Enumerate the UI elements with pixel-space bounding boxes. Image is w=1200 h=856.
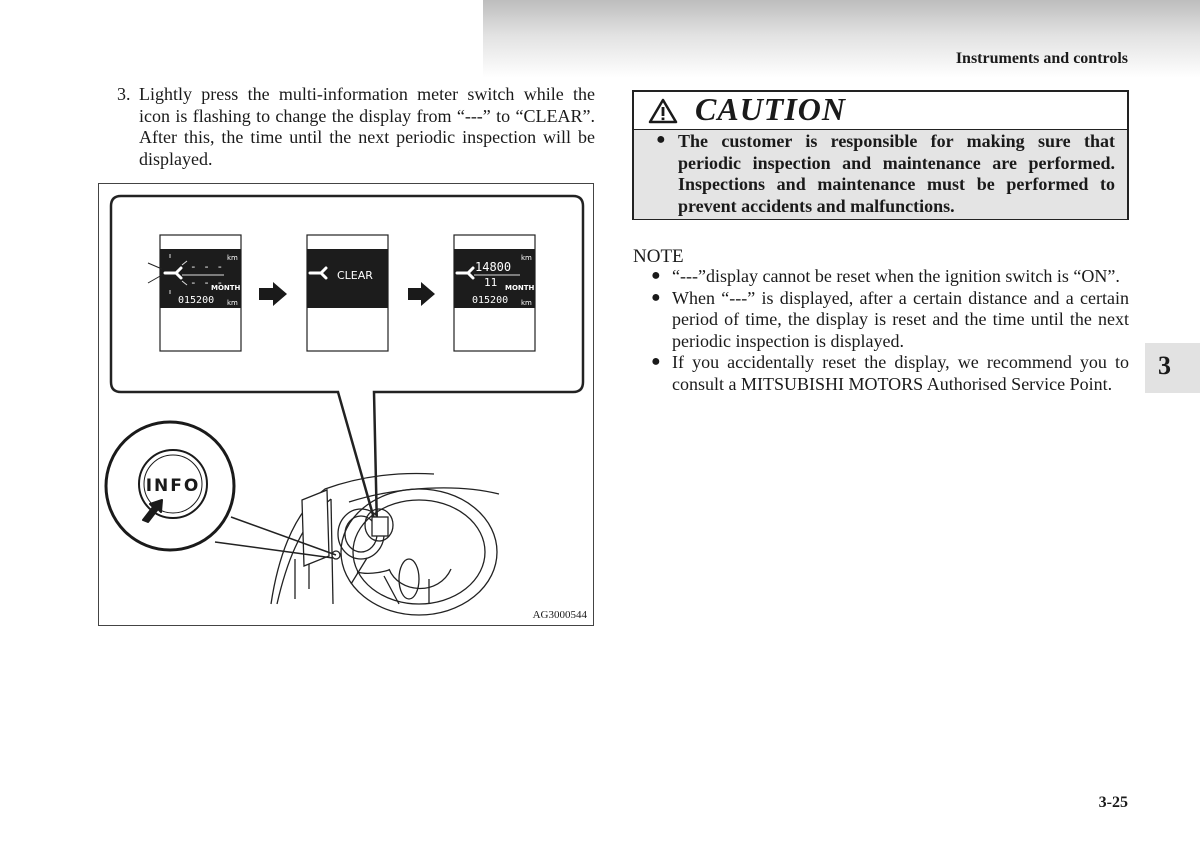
note-list bbox=[651, 266, 1129, 396]
step-number: 3. bbox=[117, 84, 131, 104]
chapter-number: 3 bbox=[1158, 351, 1171, 380]
bullet-icon: ● bbox=[656, 131, 666, 148]
caution-box bbox=[632, 90, 1129, 220]
display-1-odometer-unit: km bbox=[227, 299, 238, 307]
display-2 bbox=[307, 235, 388, 351]
display-3 bbox=[454, 235, 535, 351]
display-3-line1: 14800 bbox=[475, 260, 512, 274]
note-title: NOTE bbox=[633, 246, 684, 267]
caution-body bbox=[634, 130, 1127, 219]
bullet-icon: ● bbox=[651, 288, 661, 306]
display-3-line1-unit: km bbox=[521, 254, 532, 262]
caution-title: CAUTION bbox=[695, 91, 847, 127]
note-text: When “---” is displayed, after a certain distance and a certain period of time, the display is reset and the time until the next periodic inspection is displayed. bbox=[672, 287, 1129, 351]
display-1-line1-unit: km bbox=[227, 254, 238, 262]
note-item bbox=[651, 266, 1129, 288]
info-button-magnifier bbox=[106, 422, 234, 550]
note-item bbox=[651, 288, 1129, 353]
figure-code: AG3000544 bbox=[532, 609, 587, 621]
illustration bbox=[99, 184, 595, 627]
display-3-odometer-unit: km bbox=[521, 299, 532, 307]
caution-header bbox=[634, 92, 1127, 130]
display-1-odometer: 015200 bbox=[178, 295, 215, 306]
bullet-icon: ● bbox=[651, 267, 661, 284]
step-text: Lightly press the multi-information meter switch while the icon is flashing to change the display from “---” to “CLEAR”. After this, the time until the next periodic inspection will be displayed. bbox=[139, 84, 595, 170]
chapter-tab bbox=[1145, 343, 1200, 393]
page-number: 3-25 bbox=[1098, 794, 1128, 811]
instrument-figure bbox=[98, 183, 594, 626]
info-button-label: INFO bbox=[145, 476, 201, 496]
display-1-line1: - - - bbox=[190, 260, 224, 273]
display-3-line2: 11 bbox=[484, 276, 498, 289]
warning-triangle-icon bbox=[648, 98, 678, 124]
section-title: Instruments and controls bbox=[955, 50, 1128, 67]
bullet-icon: ● bbox=[651, 353, 661, 371]
note-text: If you accidentally reset the display, we recommend you to consult a MITSUBISHI MOTORS Authorised Service Point. bbox=[672, 352, 1129, 394]
caution-text: The customer is responsible for making sure that periodic inspection and maintenance are performed. Inspections and maintenance must be performed to prevent accidents and malfunctions. bbox=[678, 131, 1115, 216]
display-1-line2-unit: MONTH bbox=[211, 284, 241, 292]
display-2-message: CLEAR bbox=[337, 269, 373, 282]
display-3-line2-unit: MONTH bbox=[505, 284, 535, 292]
note-item bbox=[651, 352, 1129, 395]
display-3-odometer: 015200 bbox=[472, 295, 509, 306]
display-1-line2: - - - bbox=[190, 276, 224, 289]
step-3 bbox=[117, 84, 595, 171]
display-1 bbox=[148, 235, 241, 351]
note-text: “---”display cannot be reset when the ignition switch is “ON”. bbox=[672, 266, 1120, 286]
